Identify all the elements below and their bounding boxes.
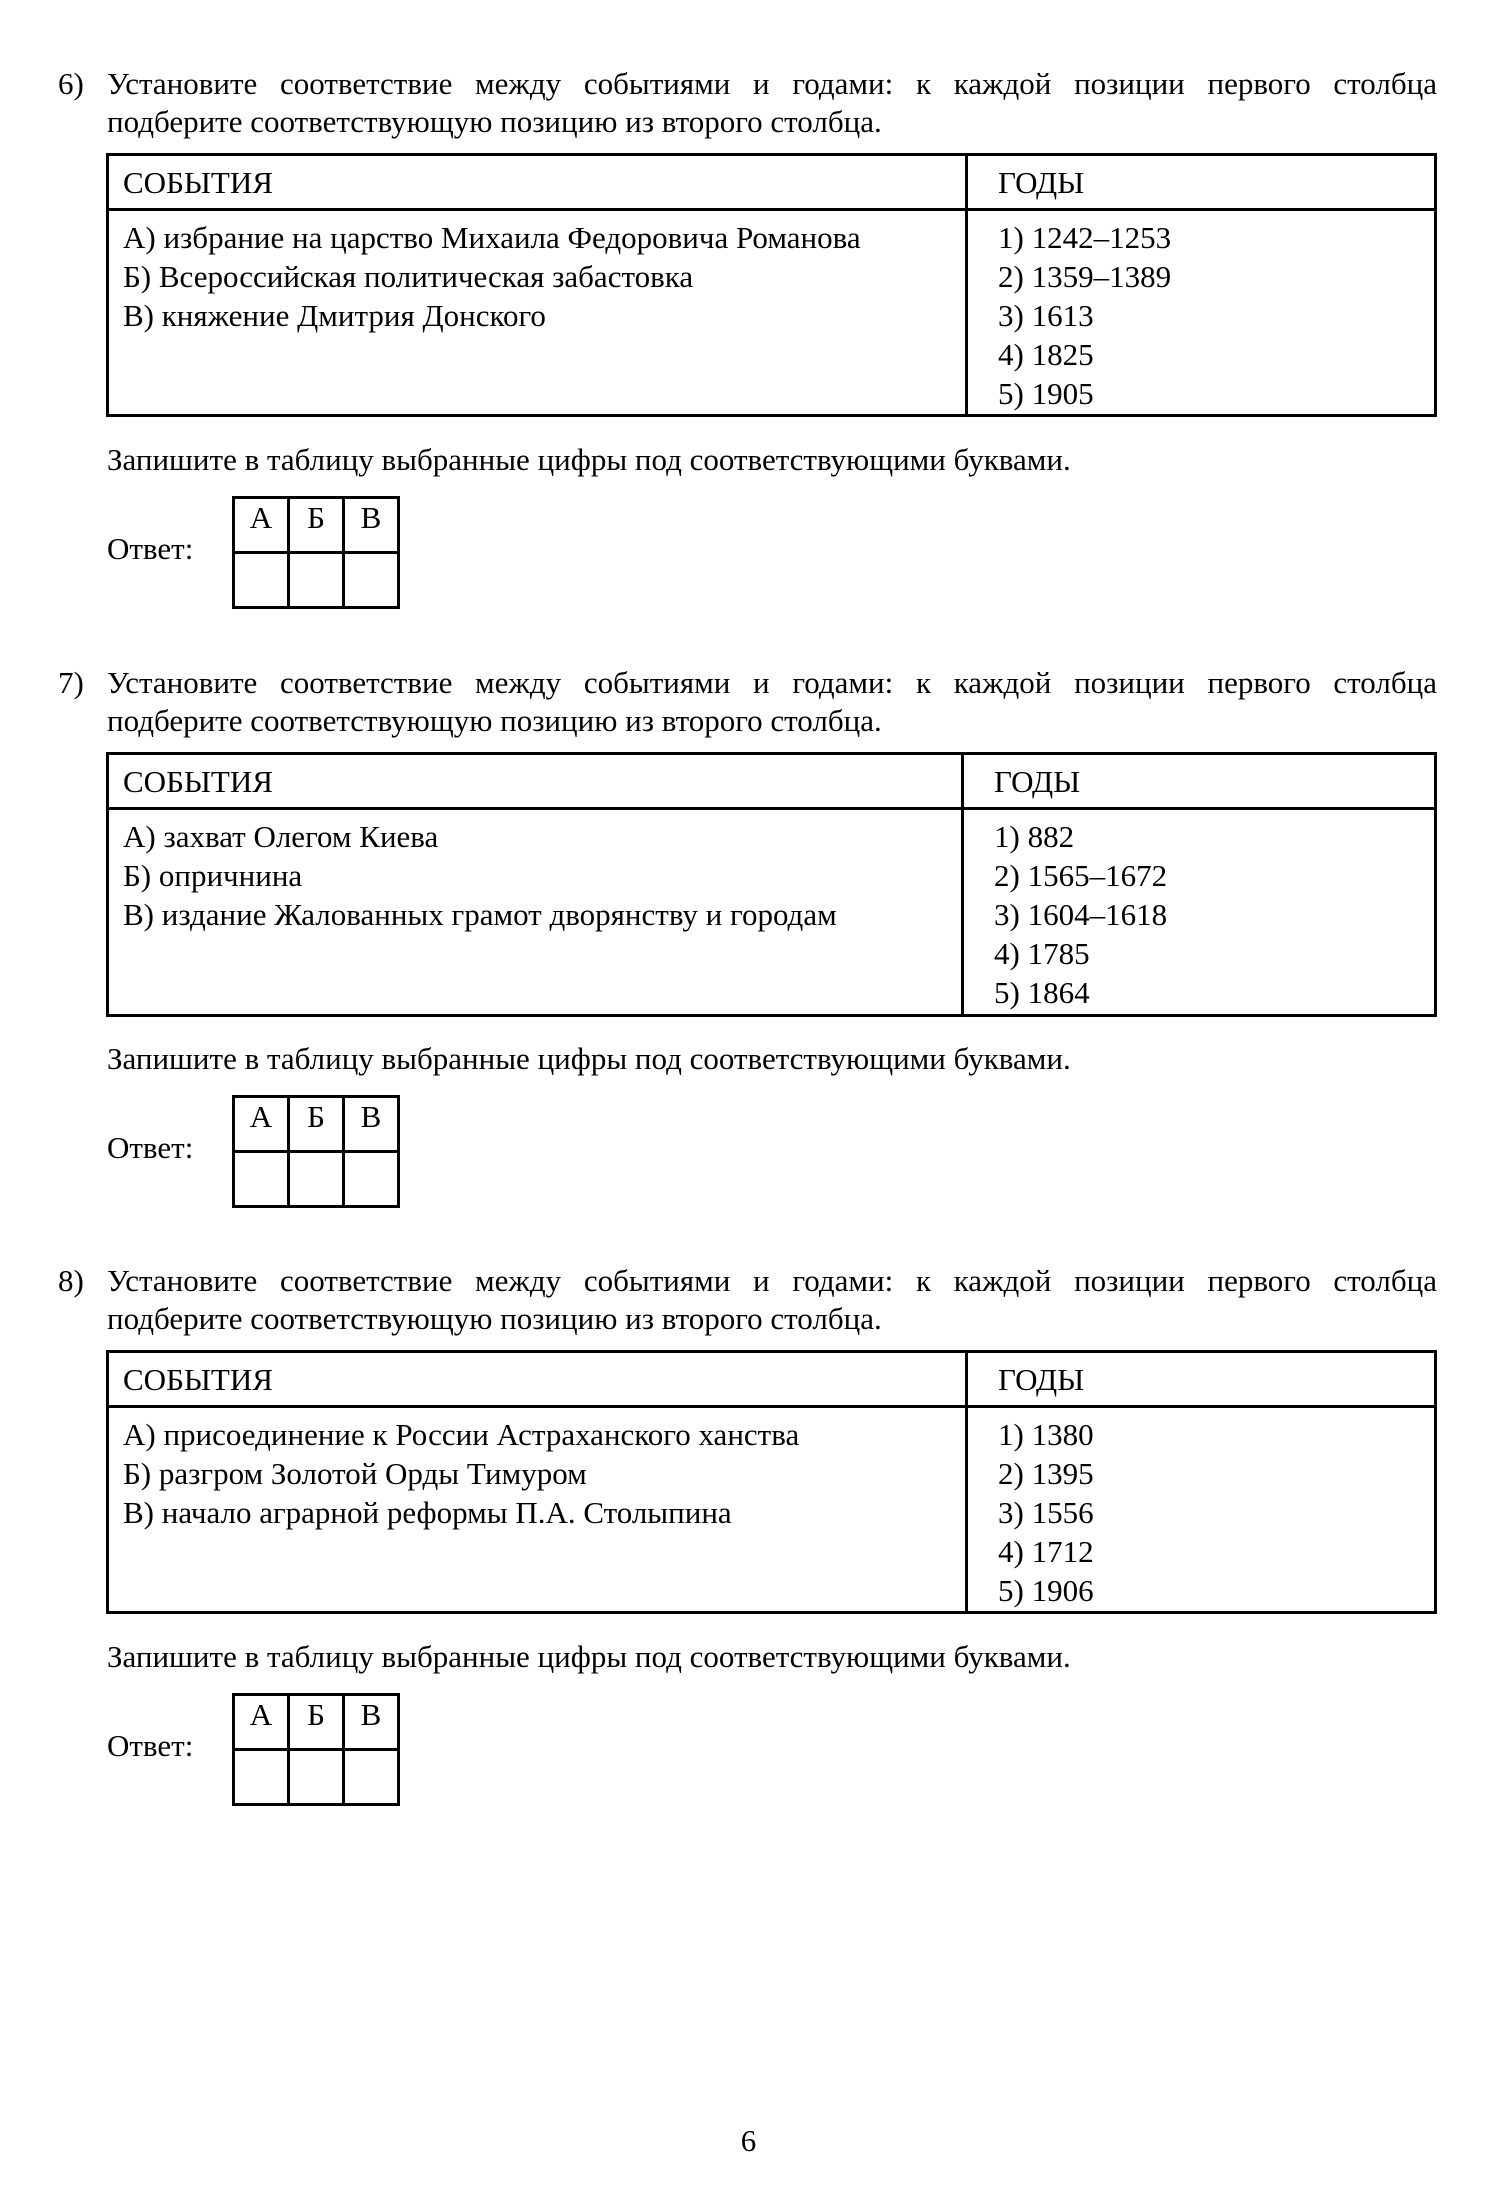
header-divider — [109, 1405, 1434, 1408]
answer-column-v: В — [344, 1695, 399, 1750]
task-8 — [0, 1263, 1497, 1910]
answer-column-b: Б — [289, 498, 344, 553]
answer-instruction: Запишите в таблицу выбранные цифры под соответствующими буквами. — [107, 1041, 1071, 1076]
header-divider — [109, 208, 1434, 211]
task-prompt-line-2: подберите соответствующую позицию из второго столбца. — [107, 1301, 882, 1336]
answer-label: Ответ: — [107, 531, 194, 566]
column-divider — [965, 1353, 968, 1611]
header-events: СОБЫТИЯ — [123, 165, 273, 200]
column-divider — [961, 755, 964, 1014]
answer-instruction: Запишите в таблицу выбранные цифры под соответствующими буквами. — [107, 1639, 1071, 1674]
year-item: 3) 1556 — [998, 1495, 1094, 1530]
event-item: В) начало аграрной реформы П.А. Столыпина — [123, 1495, 732, 1530]
header-events: СОБЫТИЯ — [123, 1362, 273, 1397]
year-item: 4) 1712 — [998, 1534, 1094, 1569]
task-prompt-line-1: Установите соответствие между событиями и годами: к каждой позиции первого столбца — [107, 665, 1437, 700]
answer-column-a: А — [234, 498, 289, 553]
page-number: 6 — [740, 2123, 757, 2158]
event-item: А) избрание на царство Михаила Федоровича Романова — [123, 220, 861, 255]
task-7 — [0, 665, 1497, 1312]
task-prompt-line-1: Установите соответствие между событиями и годами: к каждой позиции первого столбца — [107, 66, 1437, 101]
event-item: Б) Всероссийская политическая забастовка — [123, 259, 694, 294]
events-list — [123, 817, 837, 934]
answer-cell-v[interactable] — [344, 1750, 399, 1805]
events-list — [123, 1415, 799, 1532]
answer-column-v: В — [344, 498, 399, 553]
answer-cell-a[interactable] — [234, 553, 289, 608]
matching-table — [106, 153, 1437, 417]
answer-label: Ответ: — [107, 1728, 194, 1763]
task-prompt-line-2: подберите соответствующую позицию из второго столбца. — [107, 104, 882, 139]
task-number: 8) — [58, 1263, 84, 1298]
event-item: А) присоединение к России Астраханского ханства — [123, 1417, 800, 1452]
answer-grid — [232, 1095, 400, 1208]
matching-table — [106, 752, 1437, 1017]
event-item: Б) опричнина — [123, 858, 303, 893]
answer-cell-a[interactable] — [234, 1152, 289, 1207]
task-prompt-line-1: Установите соответствие между событиями и годами: к каждой позиции первого столбца — [107, 1263, 1437, 1298]
year-item: 1) 1242–1253 — [998, 220, 1172, 255]
task-prompt — [58, 65, 1437, 141]
events-list — [123, 218, 861, 335]
years-list — [994, 817, 1167, 1012]
answer-column-a: А — [234, 1097, 289, 1152]
year-item: 4) 1785 — [994, 936, 1090, 971]
year-item: 4) 1825 — [998, 337, 1094, 372]
answer-cell-b[interactable] — [289, 1750, 344, 1805]
year-item: 2) 1565–1672 — [994, 858, 1168, 893]
year-item: 5) 1905 — [998, 376, 1094, 411]
answer-column-b: Б — [289, 1097, 344, 1152]
answer-grid — [232, 1693, 400, 1806]
answer-grid — [232, 496, 400, 609]
header-years: ГОДЫ — [998, 165, 1085, 200]
header-divider — [109, 807, 1434, 810]
year-item: 2) 1359–1389 — [998, 259, 1172, 294]
task-prompt — [58, 1262, 1437, 1338]
answer-cell-a[interactable] — [234, 1750, 289, 1805]
task-prompt — [58, 664, 1437, 740]
task-number: 7) — [58, 665, 84, 700]
answer-column-v: В — [344, 1097, 399, 1152]
header-years: ГОДЫ — [998, 1362, 1085, 1397]
year-item: 1) 882 — [994, 819, 1075, 854]
matching-table — [106, 1350, 1437, 1614]
answer-cell-v[interactable] — [344, 553, 399, 608]
event-item: А) захват Олегом Киева — [123, 819, 439, 854]
year-item: 3) 1613 — [998, 298, 1094, 333]
year-item: 5) 1906 — [998, 1573, 1094, 1608]
header-years: ГОДЫ — [994, 764, 1081, 799]
column-divider — [965, 156, 968, 414]
task-prompt-line-2: подберите соответствующую позицию из второго столбца. — [107, 703, 882, 738]
event-item: В) княжение Дмитрия Донского — [123, 298, 546, 333]
answer-cell-v[interactable] — [344, 1152, 399, 1207]
years-list — [998, 1415, 1094, 1610]
years-list — [998, 218, 1171, 413]
task-6 — [0, 66, 1497, 713]
answer-cell-b[interactable] — [289, 1152, 344, 1207]
answer-cell-b[interactable] — [289, 553, 344, 608]
year-item: 2) 1395 — [998, 1456, 1094, 1491]
answer-column-a: А — [234, 1695, 289, 1750]
task-number: 6) — [58, 66, 84, 101]
answer-label: Ответ: — [107, 1130, 194, 1165]
year-item: 5) 1864 — [994, 975, 1090, 1010]
answer-column-b: Б — [289, 1695, 344, 1750]
year-item: 1) 1380 — [998, 1417, 1094, 1452]
header-events: СОБЫТИЯ — [123, 764, 273, 799]
year-item: 3) 1604–1618 — [994, 897, 1168, 932]
event-item: Б) разгром Золотой Орды Тимуром — [123, 1456, 587, 1491]
answer-instruction: Запишите в таблицу выбранные цифры под соответствующими буквами. — [107, 442, 1071, 477]
event-item: В) издание Жалованных грамот дворянству и городам — [123, 897, 837, 932]
